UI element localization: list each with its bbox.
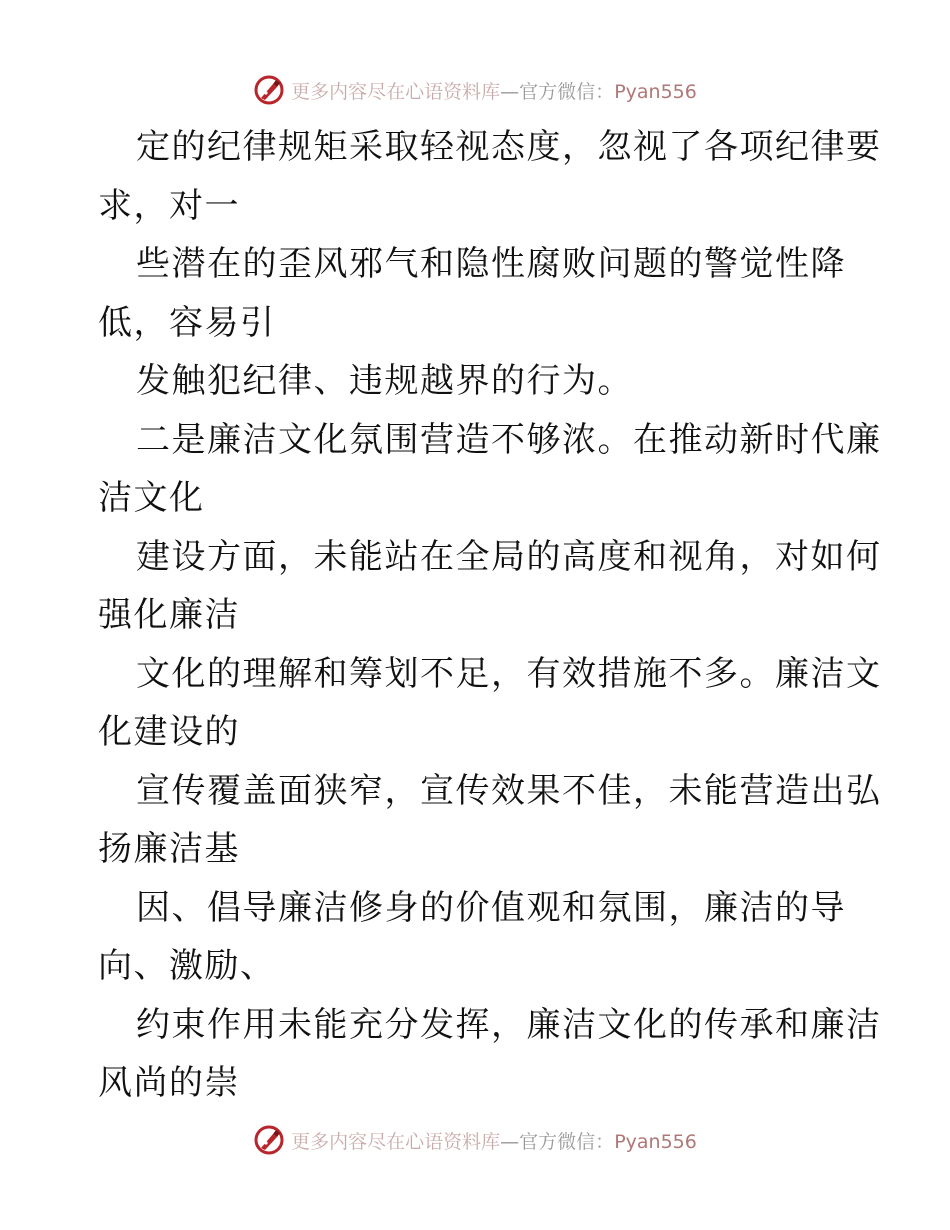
text-line: 约束作用未能充分发挥，廉洁文化的传承和廉洁 (136, 1004, 882, 1045)
text-line: 低，容易引 (98, 302, 276, 343)
text-line: 宣传覆盖面狭窄，宣传效果不佳，未能营造出弘 (136, 770, 882, 811)
footer-separator: — (500, 1130, 520, 1153)
header-wechat-id: Pyan556 (614, 80, 697, 103)
header-brand-text: 更多内容尽在心语资料库 (291, 80, 501, 103)
text-line: 二是廉洁文化氛围营造不够浓。在推动新时代廉 (136, 419, 882, 460)
document-body (98, 118, 882, 1113)
text-line: 扬廉洁基 (98, 829, 240, 869)
text-line: 化建设的 (98, 712, 240, 752)
text-line: 文化的理解和筹划不足，有效措施不多。廉洁文 (136, 653, 882, 694)
header-banner-text (291, 77, 697, 104)
header-banner (0, 70, 950, 110)
footer-brand-text: 更多内容尽在心语资料库 (291, 1130, 501, 1153)
text-line: 些潜在的歪风邪气和隐性腐败问题的警觉性降 (136, 244, 846, 284)
text-line: 定的纪律规矩采取轻视态度，忽视了各项纪律要 (136, 127, 882, 167)
text-line: 风尚的崇 (98, 1063, 240, 1103)
footer-wechat-id: Pyan556 (614, 1130, 697, 1153)
text-line: 向、激励、 (98, 946, 276, 986)
footer-banner-text (291, 1127, 697, 1154)
footer-banner (0, 1120, 950, 1160)
pen-logo-icon (253, 74, 285, 106)
header-separator: — (500, 80, 520, 103)
text-line: 洁文化 (98, 478, 205, 518)
text-line: 建设方面，未能站在全局的高度和视角，对如何 (136, 536, 882, 577)
text-line: 求，对一 (98, 185, 240, 226)
text-line: 强化廉洁 (98, 595, 240, 635)
pen-logo-icon (253, 1124, 285, 1156)
text-line: 因、倡导廉洁修身的价值观和氛围，廉洁的导 (136, 887, 846, 928)
text-line: 发触犯纪律、违规越界的行为。 (136, 361, 633, 401)
footer-wechat-label: 官方微信： (519, 1130, 615, 1153)
header-wechat-label: 官方微信： (519, 80, 615, 103)
